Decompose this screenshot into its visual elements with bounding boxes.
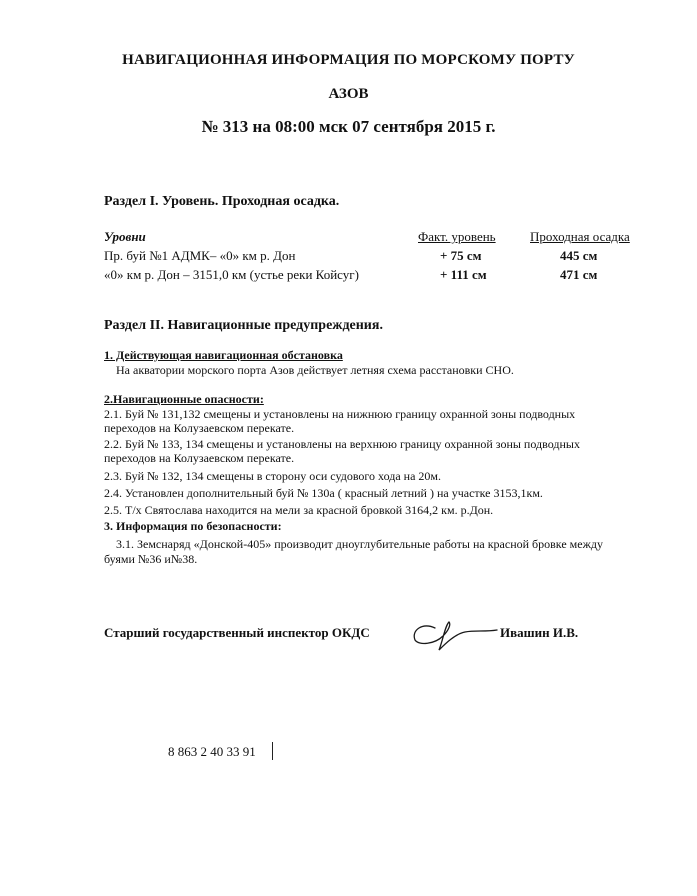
level-row-2-fact: + 111 см <box>440 267 487 282</box>
level-row-1-fact: + 75 см <box>440 248 482 263</box>
col-draft-header: Проходная осадка <box>530 229 630 244</box>
safety-line: 3.1. Земснаряд «Донской-405» производит дноуглубительные работы на красной бровке между <box>116 537 603 551</box>
phone-number: 8 863 2 40 33 91 <box>168 744 256 759</box>
nav-situation-heading: 1. Действующая навигационная обстановка <box>104 348 343 362</box>
signer-position: Старший государственный инспектор ОКДС <box>104 625 370 640</box>
level-row-1-place: Пр. буй №1 АДМК– «0» км р. Дон <box>104 248 296 263</box>
issue-line: № 313 на 08:00 мск 07 сентября 2015 г. <box>201 117 496 136</box>
port-name: АЗОВ <box>328 86 369 102</box>
level-row-2-draft: 471 см <box>560 267 598 282</box>
hazard-line: 2.3. Буй № 132, 134 смещены в сторону оси судового хода на 20м. <box>104 469 442 483</box>
hazard-line: переходов на Колузаевском перекате. <box>104 421 295 435</box>
scan-mark <box>272 742 273 760</box>
hazard-line: 2.2. Буй № 133, 134 смещены и установлены на верхнюю границу охранной зоны подводных <box>104 437 580 451</box>
section2-title: Раздел II. Навигационные предупреждения. <box>104 318 383 333</box>
signer-name: Ивашин И.В. <box>500 625 579 640</box>
hazard-line: 2.4. Установлен дополнительный буй № 130а ( красный летний ) на участке 3153,1км. <box>104 486 543 500</box>
nav-hazards-heading: 2.Навигационные опасности: <box>104 392 264 406</box>
hazard-line: 2.1. Буй № 131,132 смещены и установлены на нижнюю границу охранной зоны подводных <box>104 407 576 421</box>
level-row-1-draft: 445 см <box>560 248 598 263</box>
level-row-2-place: «0» км р. Дон – 3151,0 км (устье реки Койсуг) <box>104 267 359 282</box>
hazard-line: 2.5. Т/х Святослава находится на мели за красной бровкой 3164,2 км. р.Дон. <box>104 503 494 517</box>
safety-heading: 3. Информация по безопасности: <box>104 519 282 533</box>
nav-situation-text: На акватории морского порта Азов действует летняя схема расстановки СНО. <box>116 363 514 377</box>
col-fact-header: Факт. уровень <box>418 229 496 244</box>
safety-line: буями №36 и№38. <box>104 552 198 566</box>
hazard-line: переходов на Колузаевском перекате. <box>104 451 295 465</box>
document-title: НАВИГАЦИОННАЯ ИНФОРМАЦИЯ ПО МОРСКОМУ ПОРТУ <box>122 52 575 68</box>
section1-title: Раздел I. Уровень. Проходная осадка. <box>104 194 340 209</box>
handwritten-signature <box>405 616 505 661</box>
col-levels-header: Уровни <box>104 229 146 244</box>
